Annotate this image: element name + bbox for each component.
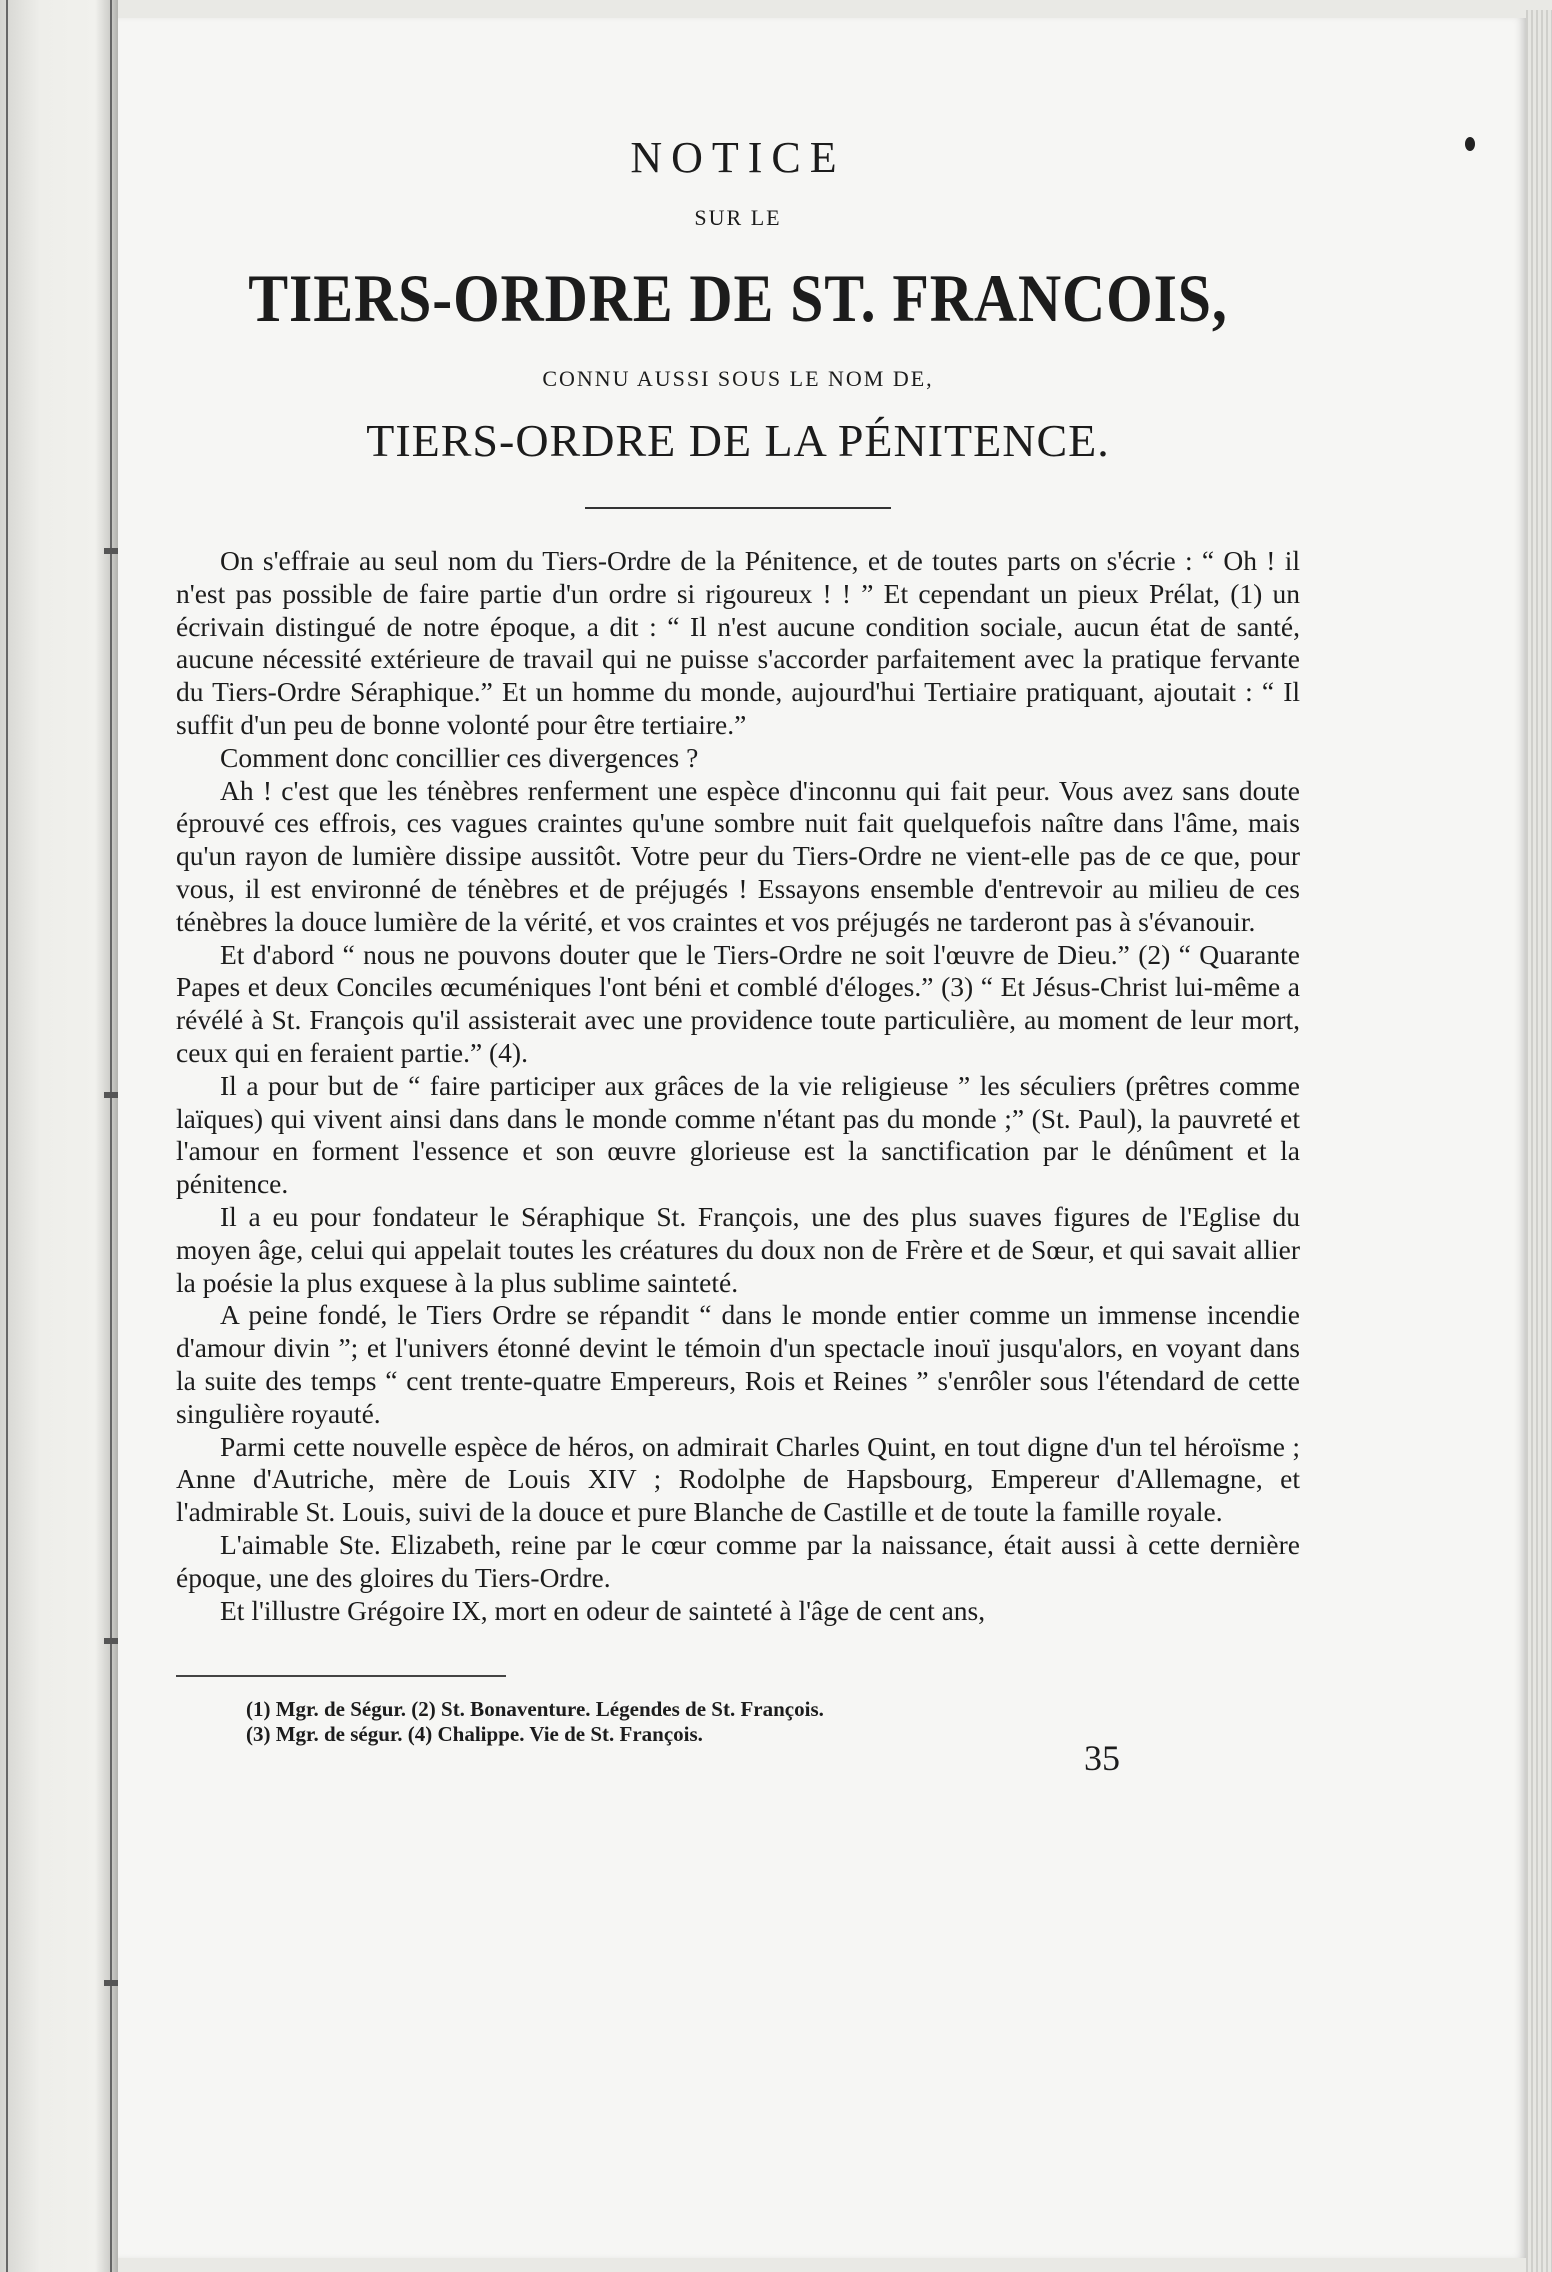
ink-dot — [1465, 137, 1475, 151]
paragraph: Ah ! c'est que les ténèbres renferment une espèce d'inconnu qui fait peur. Vous avez sans doute éprouvé ces effrois, ces vagues craintes qu'une sombre nuit fait quelquefois naître dans l'âme, mais qu'un rayon de lumière dissipe aussitôt. Votre peur du Tiers-Ordre ne vient-elle pas de ce que, pour vous, il est environné de ténèbres et de préjugés ! Essayons ensemble d'entrevoir au milieu de ces ténèbres la douce lumière de la vérité, et vos craintes et vos préjugés ne tarderont pas à s'évanouir. — [176, 774, 1300, 937]
footnote-rule — [176, 1675, 506, 1677]
footnote-line: (3) Mgr. de ségur. (4) Chalippe. Vie de St. François. — [246, 1722, 703, 1747]
paragraph: Parmi cette nouvelle espèce de héros, on admirait Charles Quint, en tout digne d'un tel héroïsme ; Anne d'Autriche, mère de Louis XIV ; Rodolphe de Hapsbourg, Empereur d'Allemagne, et l'admirable St. Louis, suivi de la douce et pure Blanche de Castille et de toute la famille royale. — [176, 1430, 1300, 1528]
page-number: 35 — [1084, 1738, 1120, 1779]
paragraph: Et d'abord “ nous ne pouvons douter que le Tiers-Ordre ne soit l'œuvre de Dieu.” (2) “ Quarante Papes et deux Conciles œcuméniques l'ont béni et comblé d'éloges.” (3) “ Et Jésus-Christ lui-même a révélé à St. François qu'il assisterait avec une providence toute particulière, au moment de leur mort, ceux qui en feraient partie.” (4). — [176, 938, 1300, 1068]
paragraph: Comment donc concillier ces divergences ? — [220, 741, 699, 773]
title-rule — [585, 507, 891, 509]
paragraph: Il a pour but de “ faire participer aux grâces de la vie religieuse ” les séculiers (prêtres comme laïques) qui vivent ainsi dans dans le monde comme n'étant pas du monde ;” (St. Paul), la pauvreté et l'amour en forment l'essence et son œuvre glorieuse est la sanctification par le dénûment et la pénitence. — [176, 1069, 1300, 1200]
book-binding — [0, 0, 118, 2272]
spine-line — [6, 0, 8, 2272]
footnote-line: (1) Mgr. de Ségur. (2) St. Bonaventure. Légendes de St. François. — [246, 1697, 824, 1722]
body-text — [176, 545, 1300, 1627]
title-connector: SUR LE — [694, 205, 782, 230]
title-aka: CONNU AUSSI SOUS LE NOM DE, — [542, 366, 934, 391]
page-title: NOTICE — [630, 133, 846, 182]
page-edge — [1526, 10, 1552, 2272]
spine-line — [110, 0, 112, 2272]
paragraph: Il a eu pour fondateur le Séraphique St. François, une des plus suaves figures de l'Eglise du moyen âge, celui qui appelait toutes les créatures du doux non de Frère et de Sœur, et qui savait allier la poésie la plus exquese à la plus sublime sainteté. — [176, 1200, 1300, 1298]
main-title: TIERS-ORDRE DE ST. FRANCOIS, — [248, 260, 1228, 336]
paragraph: Et l'illustre Grégoire IX, mort en odeur de sainteté à l'âge de cent ans, — [220, 1594, 986, 1626]
subtitle: TIERS-ORDRE DE LA PÉNITENCE. — [366, 415, 1110, 466]
paragraph: A peine fondé, le Tiers Ordre se répandit “ dans le monde entier comme un immense incendie d'amour divin ”; et l'univers étonné devint le témoin d'un spectacle inouï jusqu'alors, en voyant dans la suite des temps “ cent trente-quatre Empereurs, Rois et Reines ” s'enrôler sous l'étendard de cette singulière royauté. — [176, 1299, 1300, 1429]
paragraph: On s'effraie au seul nom du Tiers-Ordre de la Pénitence, et de toutes parts on s'écrie : “ Oh ! il n'est pas possible de faire partie d'un ordre si rigoureux ! ! ” Et cependant un pieux Prélat, (1) un écrivain distingué de notre époque, a dit : “ Il n'est aucune condition sociale, aucun état de santé, aucune nécessité extérieure de travail qui ne puisse s'accorder parfaitement avec la pratique fervante du Tiers-Ordre Séraphique.” Et un homme du monde, aujourd'hui Tertiaire pratiquant, ajoutait : “ Il suffit d'un peu de bonne volonté pour être tertiaire.” — [176, 545, 1300, 740]
page-content — [176, 110, 1300, 1779]
paragraph: L'aimable Ste. Elizabeth, reine par le cœur comme par la naissance, était aussi à cette dernière époque, une des gloires du Tiers-Ordre. — [176, 1528, 1300, 1593]
